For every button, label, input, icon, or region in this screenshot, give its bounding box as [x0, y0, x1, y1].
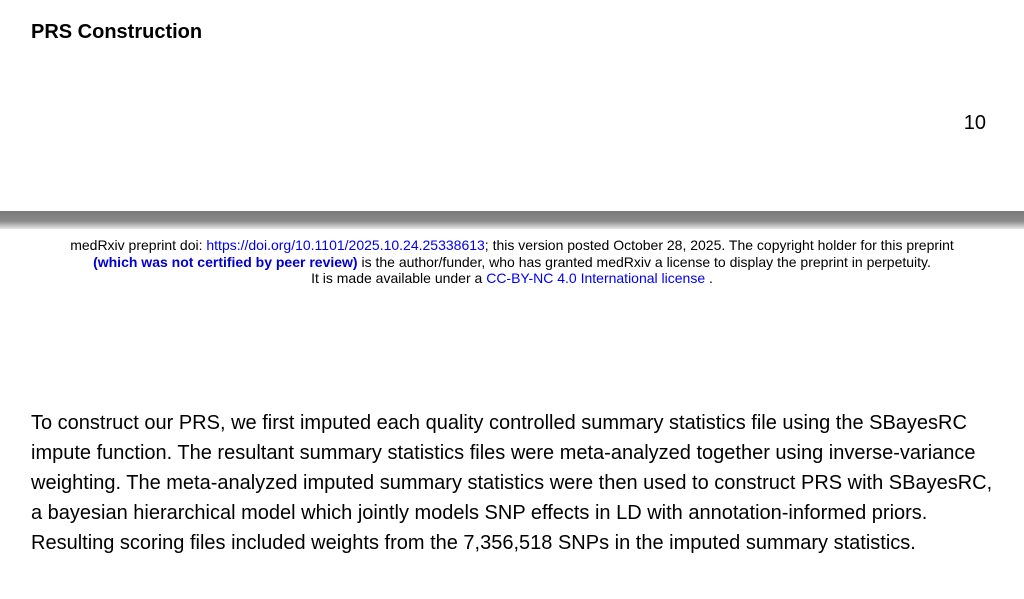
page-divider [0, 211, 1024, 229]
license-link[interactable]: CC-BY-NC 4.0 International license [486, 270, 706, 286]
body-paragraph: To construct our PRS, we first imputed each quality controlled summary statistics file using the SBayesRC impute function. The resultant summary statistics files were meta-analyzed together using inverse-variance weighting. The meta-analyzed imputed summary statistics were then used to construct PRS with SBayesRC, a bayesian hierarchical model which jointly models SNP effects in LD with annotation-informed priors. Resulting scoring files included weights from the 7,356,518 SNPs in the imputed summary statistics. [31, 412, 993, 554]
peer-review-note: (which was not certified by peer review) [93, 253, 358, 270]
doi-link[interactable]: https://doi.org/10.1101/2025.10.24.25338613 [206, 237, 485, 253]
notice-posted-text: ; this version posted October 28, 2025. The copyright holder for this preprint [484, 237, 954, 253]
page-number: 10 [963, 112, 986, 134]
notice-line-doi [0, 237, 1024, 254]
notice-doi-prefix: medRxiv preprint doi: [70, 237, 207, 253]
notice-grant-text: is the author/funder, who has granted medRxiv a license to display the preprint in perpetuity. [357, 253, 931, 270]
notice-period: . [705, 270, 713, 286]
preprint-notice [0, 237, 1024, 287]
notice-line-license-grant [0, 254, 1024, 271]
section-heading: PRS Construction [31, 21, 203, 43]
notice-availability-text: It is made available under a [311, 270, 487, 286]
notice-line-availability [0, 270, 1024, 287]
